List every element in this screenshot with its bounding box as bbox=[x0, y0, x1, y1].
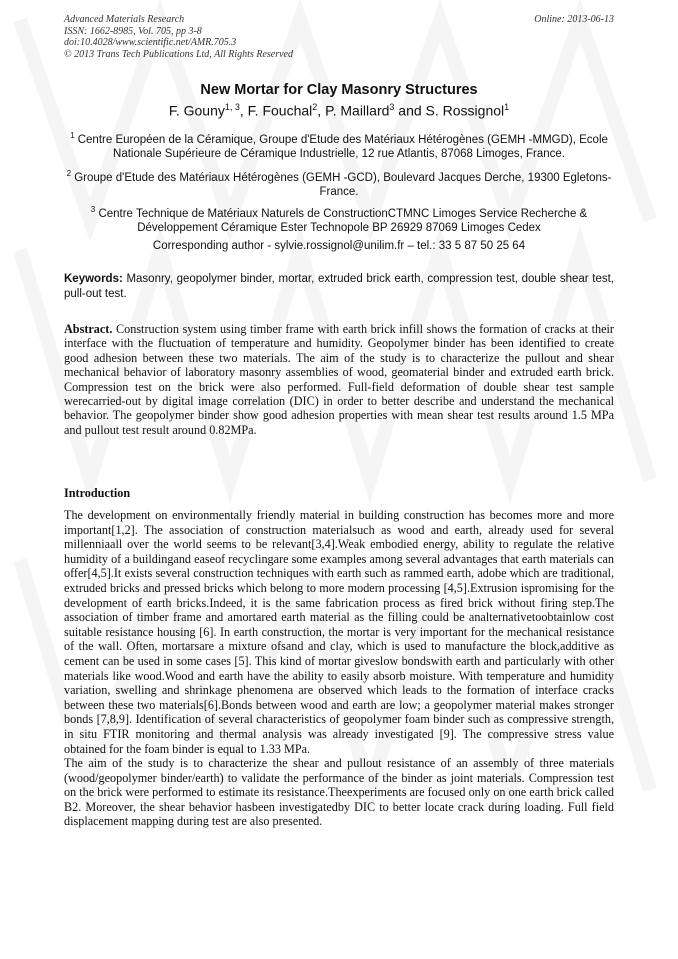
author-list bbox=[64, 102, 614, 119]
abstract-label: Abstract. bbox=[64, 322, 113, 336]
paragraph: The development on environmentally friendly material in building construction has becomes more and more important[1,2]. The association of construction materialsuch as wood and earth, already used for several millenniaall over the world seems to be relevant[3,4].Weak embodied energy, ability to regulate the relative humidity of a buildingand easeof recyclingare some examples among several advantages that earth materials can offer[4,5].It exists several construction techniques with earth such as rammed earth, adobe which are traditional, extruded bricks and pressed bricks which belong to more modern processing [4,5].Extrusion ispromising for the development of earth bricks.Indeed, it is the same fabrication process as fired brick without firing step.The association of timber frame and amortared earth material as the filling could be analternativetoobtainlow cost suitable resistance housing [6]. In earth construction, the mortar is very important for the mechanical resistance of the wall. Often, mortarsare a mixture ofsand and clay, which is used to manufacture the block,additive as cement can be used in some cases [5]. This kind of mortar giveslow bondswith earth and particularly with other materials like wood.Wood and earth have the ability to easily absorb moisture. With temperature and humidity variation, swelling and shrinkage phenomena are observed which leads to the formation of interface cracks between these two materials[6].Bonds between wood and earth are low; a geopolymer material makes stronger bonds [7,8,9]. Identification of several characteristics of geopolymer foam binder such as compressive strength, in situ FTIR monitoring and thermal analysis was already investigated [9]. The compressive stress value obtained for the foam binder is equal to 1.33 MPa. bbox=[64, 508, 614, 756]
affiliation-2 bbox=[64, 167, 614, 200]
author-sep: , bbox=[239, 102, 248, 119]
author-sup: 1 bbox=[504, 102, 510, 112]
keywords-text: Masonry, geopolymer binder, mortar, extruded brick earth, compression test, double shear test, pull-out test. bbox=[64, 273, 614, 300]
online-date: Online: 2013-06-13 bbox=[534, 14, 614, 25]
affiliation-1 bbox=[64, 129, 614, 162]
author-name: F. Gouny bbox=[168, 102, 225, 119]
paper-title: New Mortar for Clay Masonry Structures bbox=[200, 82, 478, 98]
affiliation-text: Groupe d'Etude des Matériaux Hétérogènes (GEMH -GCD), Boulevard Jacques Derche, 19300 Egletons- France. bbox=[74, 171, 612, 199]
author-name: F. Fouchal bbox=[247, 102, 313, 119]
affiliation-text: Centre Technique de Matériaux Naturels de ConstructionCTMNC Limoges Service Recherche & Développement Céramique Ester Technopole BP 26929 87069 Limoges Cedex bbox=[98, 207, 588, 235]
section-title-introduction: Introduction bbox=[64, 486, 131, 500]
keywords bbox=[64, 272, 614, 301]
journal-issn: ISSN: 1662-8985, Vol. 705, pp 3-8 bbox=[64, 25, 202, 37]
introduction-body bbox=[64, 508, 614, 829]
journal-copyright: © 2013 Trans Tech Publications Ltd, All Rights Reserved bbox=[64, 48, 293, 60]
author-sup: 2 bbox=[312, 102, 318, 112]
journal-name: Advanced Materials Research bbox=[64, 14, 185, 25]
affiliation-sup: 3 bbox=[90, 205, 96, 214]
author-name: S. Rossignol bbox=[425, 102, 505, 119]
abstract-text: Construction system using timber frame with earth brick infill shows the formation of cracks at their interface with the fluctuation of temperature and humidity. Geopolymer binder has been identified to create good adhesion between these two materials. The aim of the study is to characterize the pullout and shear mechanical behavior of laboratory masonry assemblies of wood, geomaterial binder and extruded earth brick. Compression test on the brick were also performed. Full-field deformation of double shear test sample werecarried-out by digital image correlation (DIC) in order to better describe and understand the mechanical behavior. The geopolymer binder show good adhesion properties with mean shear test results around 1.5 MPa and pullout test result around 0.82MPa. bbox=[64, 322, 614, 437]
keywords-label: Keywords: bbox=[64, 273, 123, 285]
author-sup: 1, 3 bbox=[224, 102, 240, 112]
author-name: P. Maillard bbox=[325, 102, 390, 119]
journal-doi: doi:10.4028/www.scientific.net/AMR.705.3 bbox=[64, 37, 237, 48]
affiliation-sup: 2 bbox=[66, 169, 72, 178]
affiliation-sup: 1 bbox=[70, 131, 75, 140]
paragraph: The aim of the study is to characterize the shear and pullout resistance of an assembly of three materials (wood/geopolymer binder/earth) to validate the performance of the binder as joint materials. Compression test on the brick were performed to estimate its resistance.Theexperiments are focused only on one earth brick called B2. Moreover, the shear behavior hasbeen investigatedby DIC to better locate crack during loading. Full field displacement mapping during test are also presented. bbox=[64, 756, 614, 829]
author-sep: and bbox=[394, 102, 426, 119]
abstract bbox=[64, 322, 614, 437]
affiliation-3 bbox=[64, 203, 614, 236]
affiliation-text: Centre Européen de la Céramique, Groupe d'Etude des Matériaux Hétérogènes (GEMH -MMGD), Ecole Nationale Supérieure de Céramique Industrielle, 12 rue Atlantis, 87068 Limoges, France. bbox=[77, 133, 608, 161]
journal-header bbox=[64, 14, 293, 60]
corresponding-author: Corresponding author - sylvie.rossignol@unilim.fr – tel.: 33 5 87 50 25 64 bbox=[152, 240, 526, 252]
author-sup: 3 bbox=[389, 102, 395, 112]
author-sep: , bbox=[317, 102, 326, 119]
